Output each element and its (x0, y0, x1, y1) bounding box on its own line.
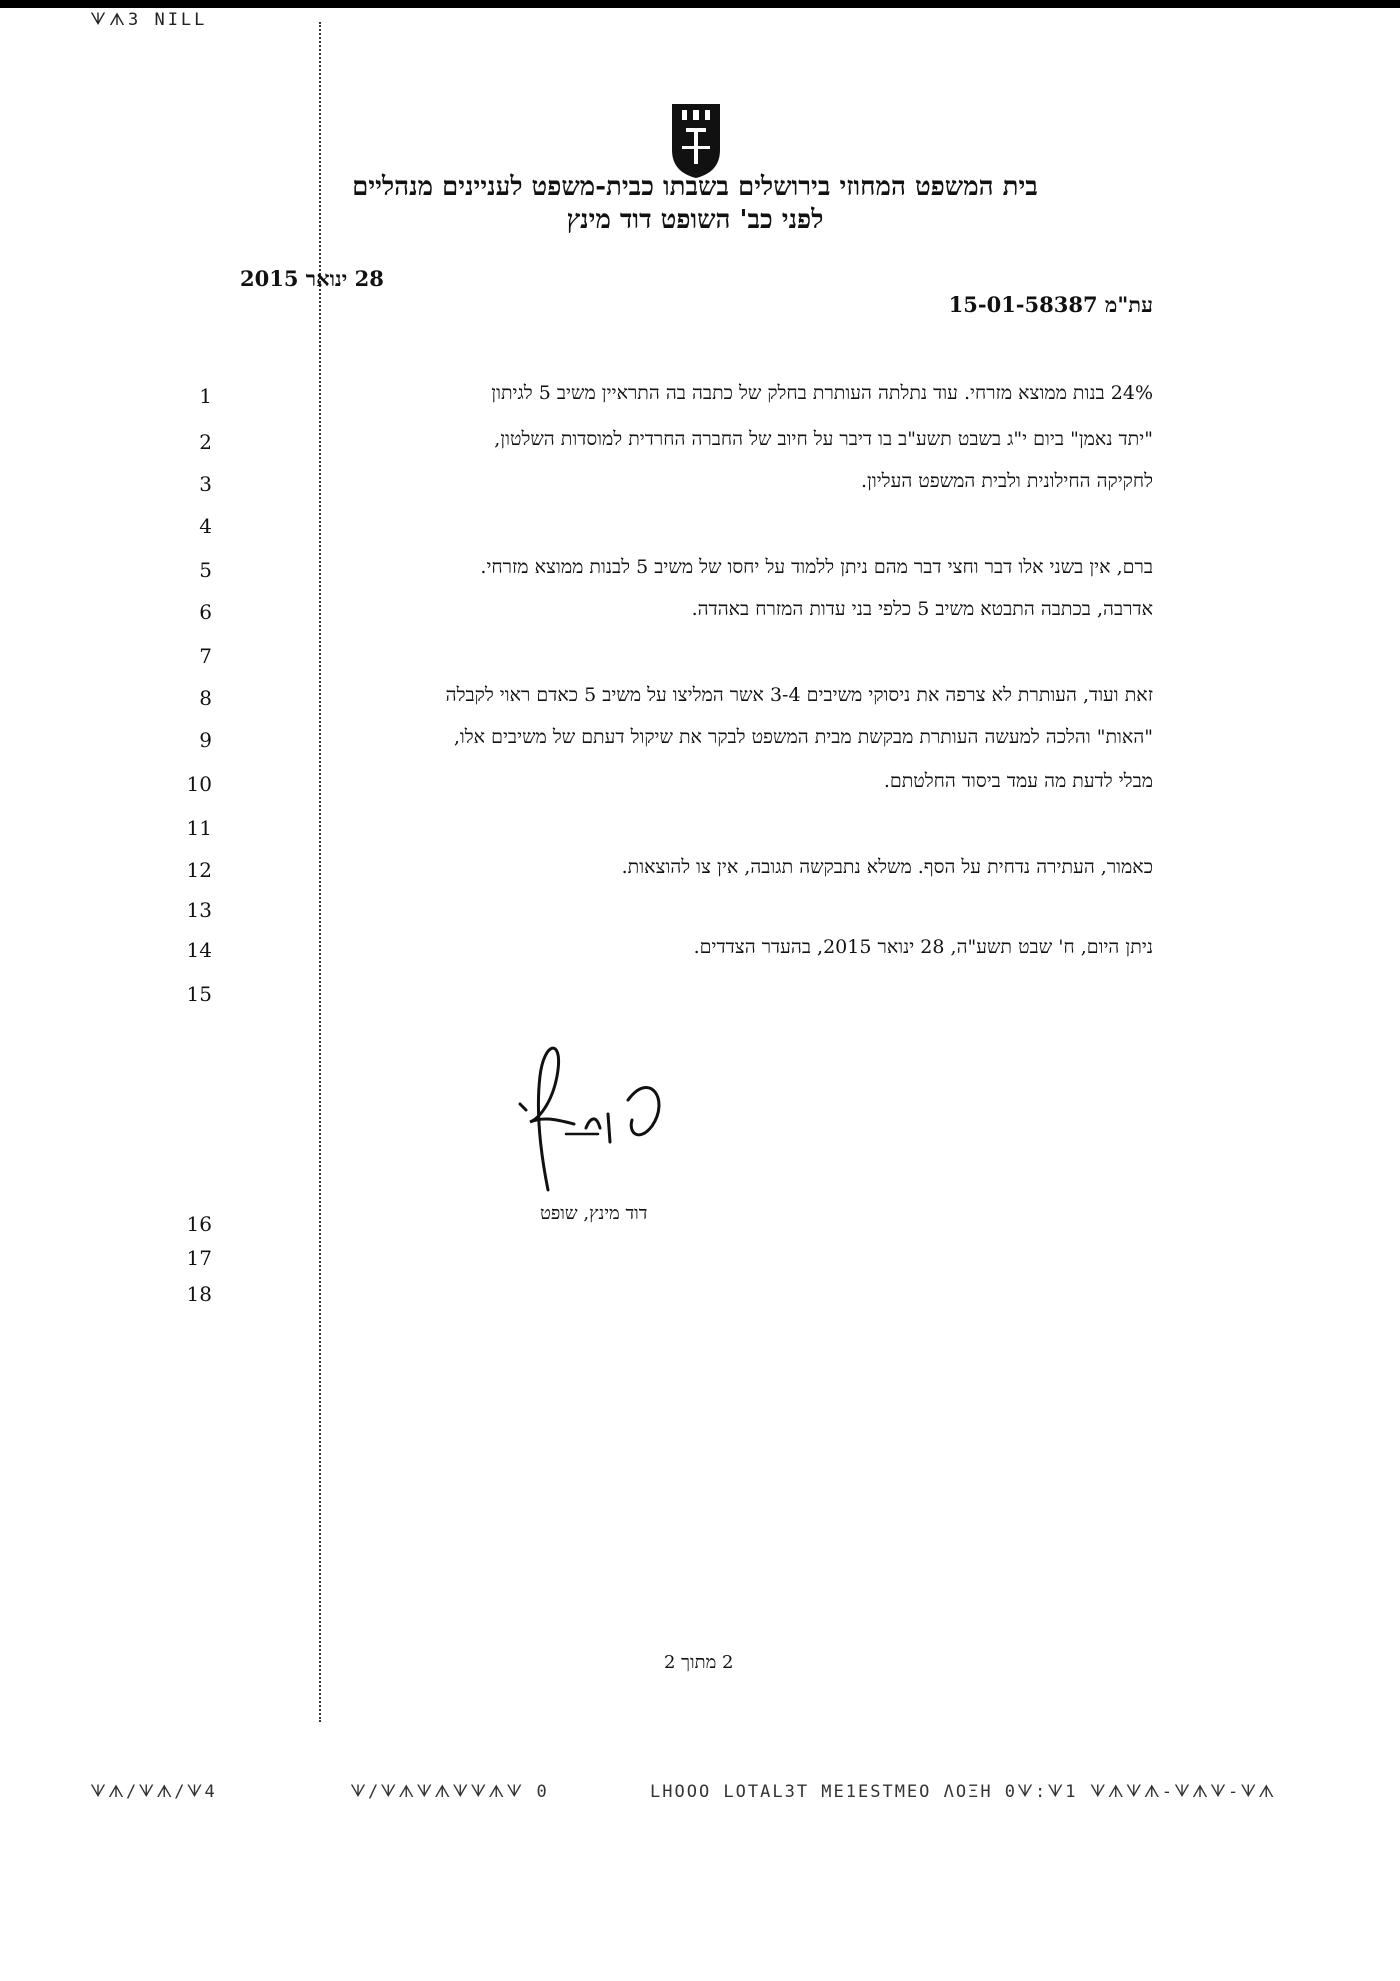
decision-date: 28 ינואר 2015 (240, 266, 384, 291)
body-line: מבלי לדעת מה עמד ביסוד החלטתם. (883, 770, 1153, 792)
line-number: 17 (186, 1246, 212, 1270)
judge-line: לפני כב' השופט דוד מינץ (566, 205, 824, 235)
body-line: ניתן היום, ח' שבט תשע"ה, 28 ינואר 2015, בהעדר הצדדים. (693, 936, 1153, 958)
line-number: 13 (186, 898, 212, 922)
fax-footer-number: ᗐ/ᗐᗑᗐᗑᗐᗐᗑᗐ 0 (350, 1782, 549, 1802)
fax-footer-date: ᗐᗑ/ᗐᗑ/ᗐ4 (90, 1782, 217, 1802)
line-number: 11 (186, 816, 212, 840)
line-number: 18 (186, 1282, 212, 1306)
line-number: 15 (186, 982, 212, 1006)
line-number: 1 (199, 384, 212, 408)
line-number: 10 (186, 772, 212, 796)
line-number: 12 (186, 858, 212, 882)
body-line: "האות" והלכה למעשה העותרת מבקשת מבית המשפט לבקר את שיקול דעתם של משיבים אלו, (453, 726, 1153, 748)
body-line: אדרבה, בכתבה התבטא משיב 5 כלפי בני עדות המזרח באהדה. (691, 598, 1153, 620)
state-emblem-icon (668, 100, 724, 180)
fax-top-bar (0, 0, 1400, 8)
line-number: 9 (199, 728, 212, 752)
body-line: לחקיקה החילונית ולבית המשפט העליון. (860, 470, 1153, 492)
body-line: זאת ועוד, העותרת לא צרפה את ניסוקי משיבים 3-4 אשר המליצו על משיב 5 כאדם ראוי לקבלה (445, 684, 1153, 706)
fax-footer-status: LHOOO LOTAL3T ME1ESTMEO ΛOΞH 0ᗐ:ᗐ1 ᗐᗑᗐᗑ-ᗐᗑᗐ-ᗐᗑ (650, 1782, 1277, 1802)
line-number: 4 (199, 514, 212, 538)
line-number: 14 (186, 938, 212, 962)
line-number: 8 (199, 686, 212, 710)
fax-header-mark: ᗐᗑ3 NILL (90, 10, 208, 30)
body-line: ברם, אין בשני אלו דבר וחצי דבר מהם ניתן ללמוד על יחסו של משיב 5 לבנות ממוצא מזרחי. (480, 556, 1153, 578)
line-number: 5 (199, 558, 212, 582)
case-number: עת"מ 15-01-58387 (948, 292, 1153, 317)
body-line: כאמור, העתירה נדחית על הסף. משלא נתבקשה תגובה, אין צו להוצאות. (621, 856, 1153, 878)
body-line: "יתד נאמן" ביום י"ג בשבט תשע"ב בו דיבר על חיוב של החברה החרדית למוסדות השלטון, (494, 428, 1153, 450)
handwritten-signature (500, 1030, 680, 1200)
line-number: 2 (199, 430, 212, 454)
line-number: 16 (186, 1212, 212, 1236)
court-name: בית המשפט המחוזי בירושלים בשבתו כבית-משפט לעניינים מנהליים (352, 172, 1038, 202)
line-number: 6 (199, 600, 212, 624)
signer-name: דוד מינץ, שופט (540, 1203, 648, 1224)
line-number: 7 (199, 644, 212, 668)
line-number: 3 (199, 472, 212, 496)
page-indicator: 2 מתוך 2 (664, 1652, 734, 1673)
body-line: 24% בנות ממוצא מזרחי. עוד נתלתה העותרת בחלק של כתבה בה התראיין משיב 5 לגיתון (491, 382, 1153, 404)
